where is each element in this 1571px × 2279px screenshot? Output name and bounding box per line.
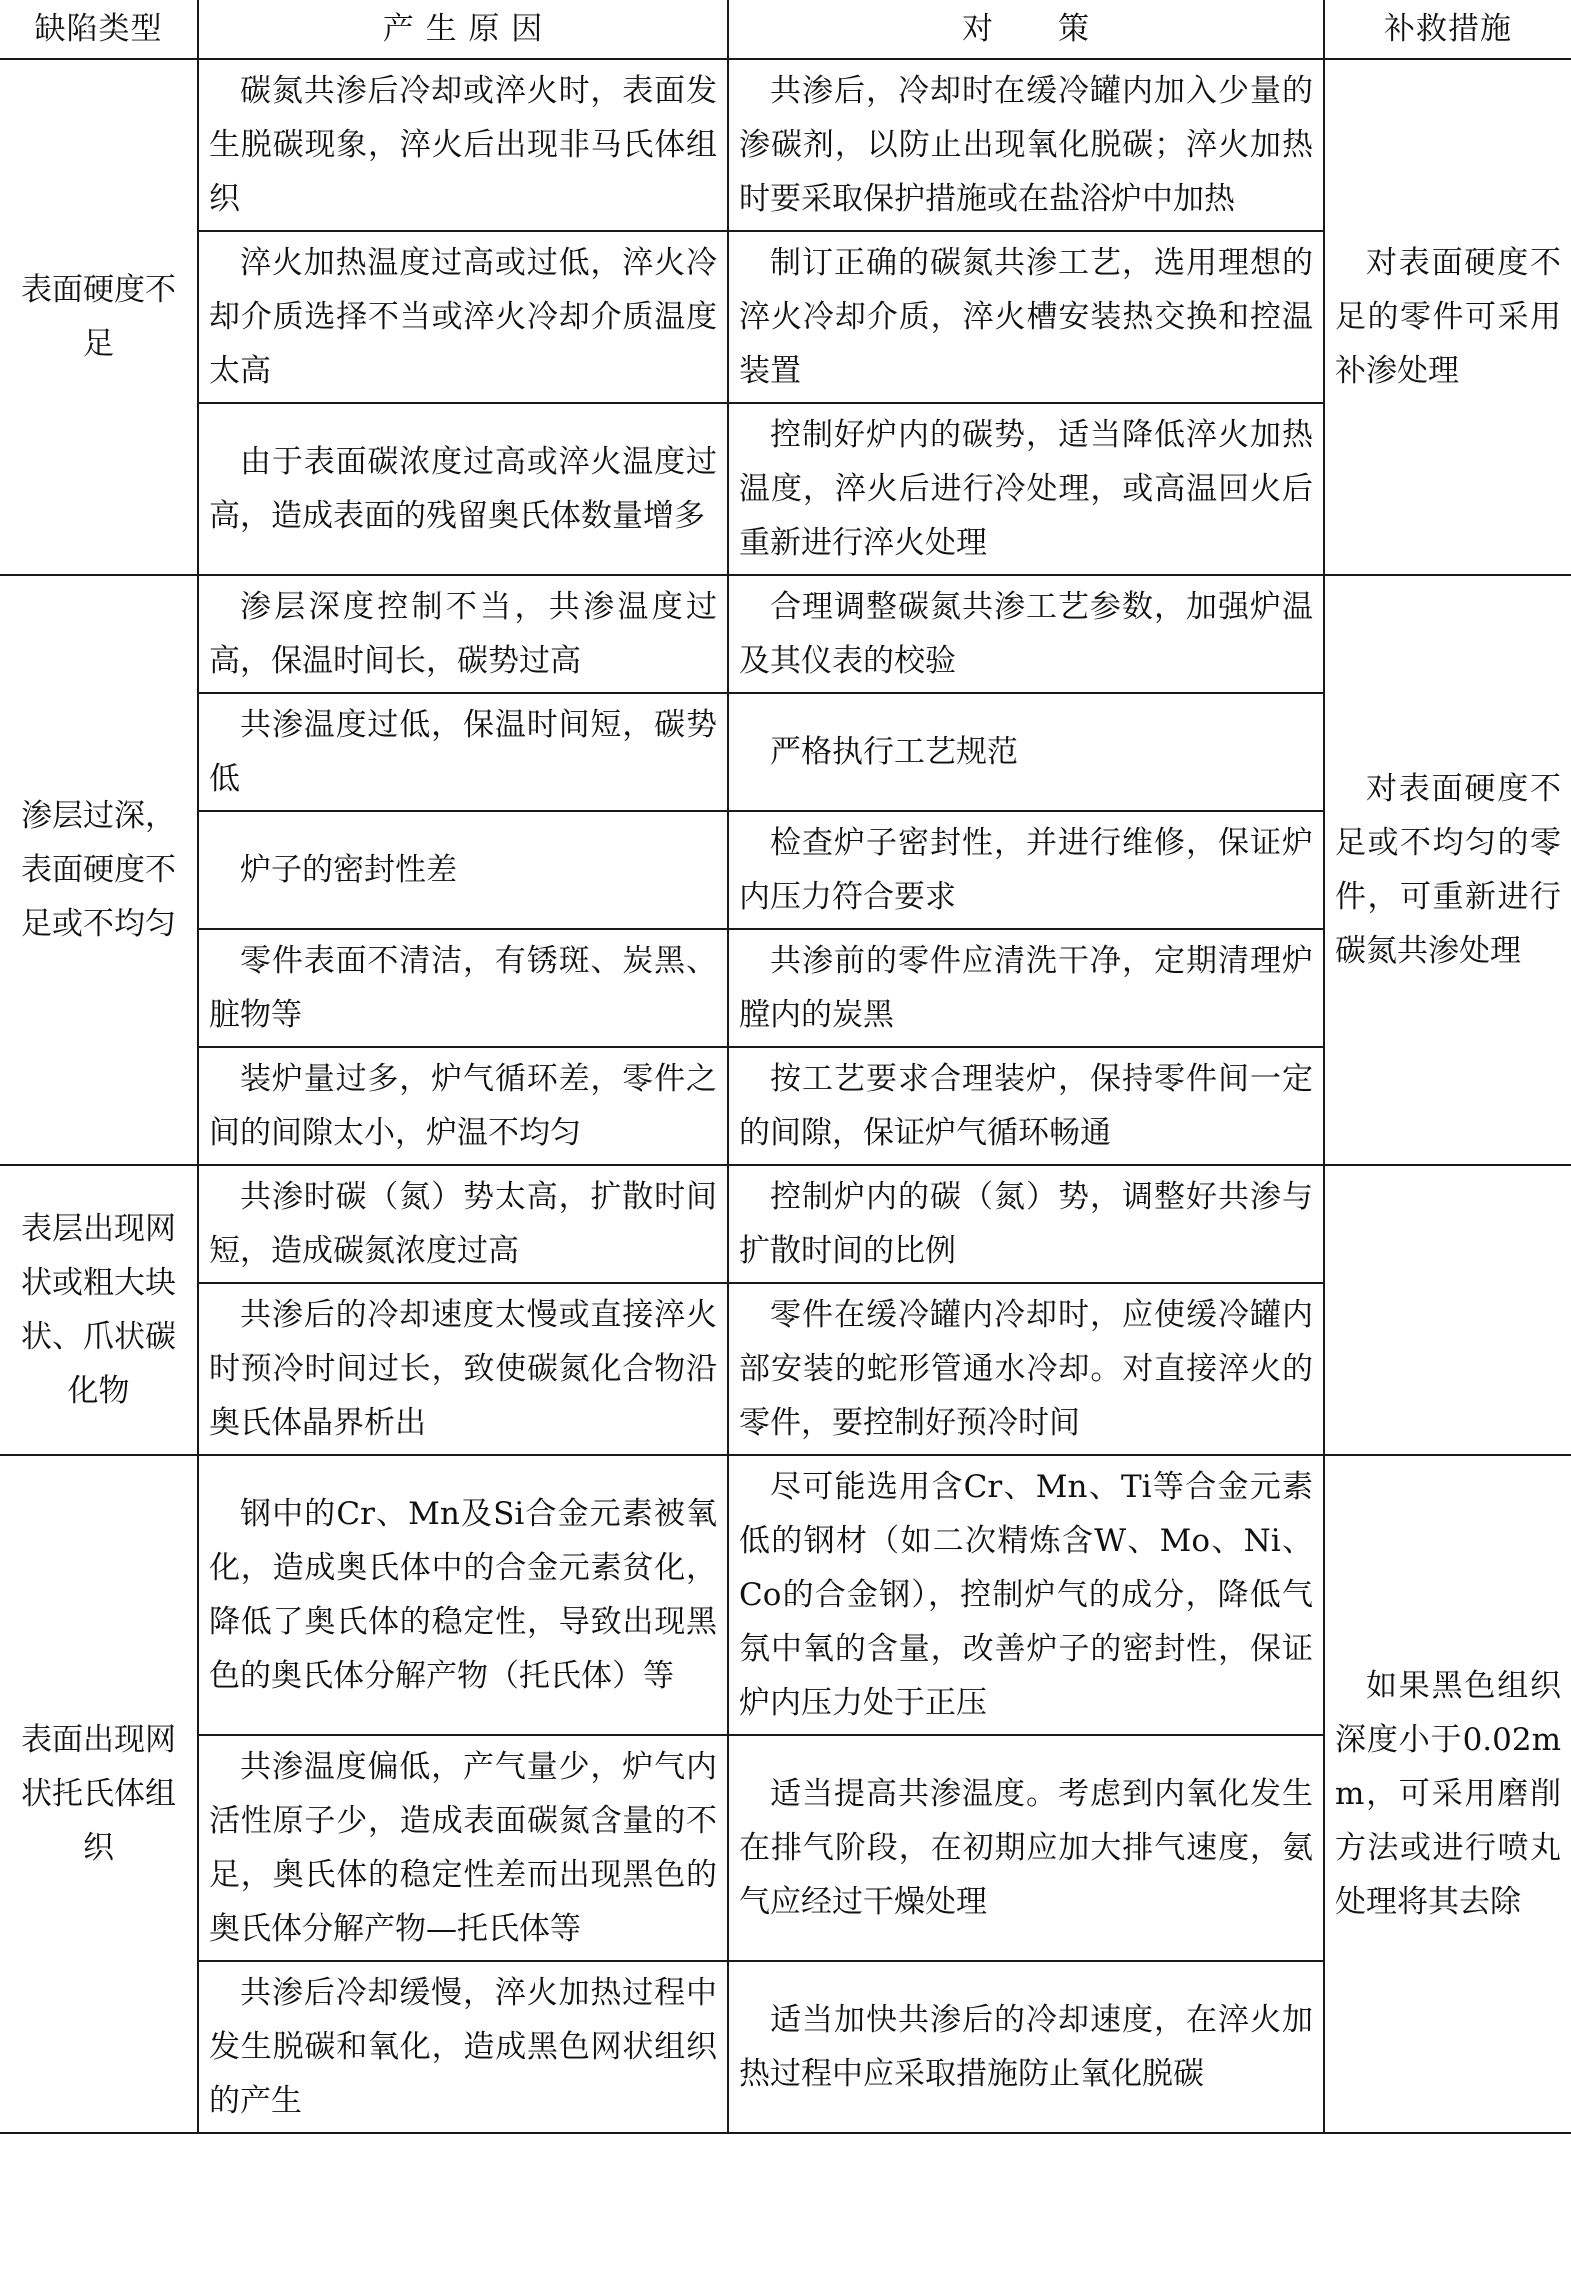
cause-cell: 渗层深度控制不当，共渗温度过高，保温时间长，碳势过高 — [198, 575, 728, 693]
measure-cell: 零件在缓冷罐内冷却时，应使缓冷罐内部安装的蛇形管通水冷却。对直接淬火的零件，要控制好预冷时间 — [728, 1283, 1324, 1455]
defect-type-cell: 表面硬度不足 — [0, 59, 198, 575]
defect-type-cell: 表面出现网状托氏体组织 — [0, 1455, 198, 2133]
cause-cell: 共渗温度过低，保温时间短，碳势低 — [198, 693, 728, 811]
defect-type-cell: 表层出现网状或粗大块状、爪状碳化物 — [0, 1165, 198, 1455]
header-defect-type: 缺陷类型 — [0, 0, 198, 59]
cause-cell: 零件表面不清洁，有锈斑、炭黑、脏物等 — [198, 929, 728, 1047]
header-row — [0, 0, 1571, 59]
remedy-cell — [1324, 1165, 1571, 1455]
defect-type-cell: 渗层过深，表面硬度不足或不均匀 — [0, 575, 198, 1165]
cause-cell: 共渗温度偏低，产气量少，炉气内活性原子少，造成表面碳氮含量的不足，奥氏体的稳定性差而出现黑色的奥氏体分解产物—托氏体等 — [198, 1735, 728, 1961]
cause-cell: 共渗后的冷却速度太慢或直接淬火时预冷时间过长，致使碳氮化合物沿奥氏体晶界析出 — [198, 1283, 728, 1455]
measure-cell: 共渗前的零件应清洗干净，定期清理炉膛内的炭黑 — [728, 929, 1324, 1047]
cause-cell: 共渗后冷却缓慢，淬火加热过程中发生脱碳和氧化，造成黑色网状组织的产生 — [198, 1961, 728, 2133]
measure-cell: 适当加快共渗后的冷却速度，在淬火加热过程中应采取措施防止氧化脱碳 — [728, 1961, 1324, 2133]
measure-cell: 按工艺要求合理装炉，保持零件间一定的间隙，保证炉气循环畅通 — [728, 1047, 1324, 1165]
measure-cell: 合理调整碳氮共渗工艺参数，加强炉温及其仪表的校验 — [728, 575, 1324, 693]
table-row — [0, 1455, 1571, 1735]
header-measure: 对 策 — [728, 0, 1324, 59]
cause-cell: 装炉量过多，炉气循环差，零件之间的间隙太小，炉温不均匀 — [198, 1047, 728, 1165]
cause-cell: 由于表面碳浓度过高或淬火温度过高，造成表面的残留奥氏体数量增多 — [198, 403, 728, 575]
remedy-cell: 对表面硬度不足的零件可采用补渗处理 — [1324, 59, 1571, 575]
measure-cell: 适当提高共渗温度。考虑到内氧化发生在排气阶段，在初期应加大排气速度，氨气应经过干燥处理 — [728, 1735, 1324, 1961]
measure-cell: 共渗后，冷却时在缓冷罐内加入少量的渗碳剂，以防止出现氧化脱碳；淬火加热时要采取保护措施或在盐浴炉中加热 — [728, 59, 1324, 231]
header-remedy: 补救措施 — [1324, 0, 1571, 59]
header-cause: 产 生 原 因 — [198, 0, 728, 59]
measure-cell: 检查炉子密封性，并进行维修，保证炉内压力符合要求 — [728, 811, 1324, 929]
measure-cell: 严格执行工艺规范 — [728, 693, 1324, 811]
remedy-cell: 对表面硬度不足或不均匀的零件，可重新进行碳氮共渗处理 — [1324, 575, 1571, 1165]
cause-cell: 淬火加热温度过高或过低，淬火冷却介质选择不当或淬火冷却介质温度太高 — [198, 231, 728, 403]
table-row — [0, 59, 1571, 231]
cause-cell: 共渗时碳（氮）势太高，扩散时间短，造成碳氮浓度过高 — [198, 1165, 728, 1283]
table-row — [0, 575, 1571, 693]
cause-cell: 钢中的Cr、Mn及Si合金元素被氧化，造成奥氏体中的合金元素贫化，降低了奥氏体的稳定性，导致出现黑色的奥氏体分解产物（托氏体）等 — [198, 1455, 728, 1735]
measure-cell: 尽可能选用含Cr、Mn、Ti等合金元素低的钢材（如二次精炼含W、Mo、Ni、Co的合金钢），控制炉气的成分，降低气氛中氧的含量，改善炉子的密封性，保证炉内压力处于正压 — [728, 1455, 1324, 1735]
measure-cell: 控制炉内的碳（氮）势，调整好共渗与扩散时间的比例 — [728, 1165, 1324, 1283]
measure-cell: 控制好炉内的碳势，适当降低淬火加热温度，淬火后进行冷处理，或高温回火后重新进行淬火处理 — [728, 403, 1324, 575]
measure-cell: 制订正确的碳氮共渗工艺，选用理想的淬火冷却介质，淬火槽安装热交换和控温装置 — [728, 231, 1324, 403]
table-row — [0, 1165, 1571, 1283]
remedy-cell: 如果黑色组织深度小于0.02mm，可采用磨削方法或进行喷丸处理将其去除 — [1324, 1455, 1571, 2133]
cause-cell: 炉子的密封性差 — [198, 811, 728, 929]
cause-cell: 碳氮共渗后冷却或淬火时，表面发生脱碳现象，淬火后出现非马氏体组织 — [198, 59, 728, 231]
